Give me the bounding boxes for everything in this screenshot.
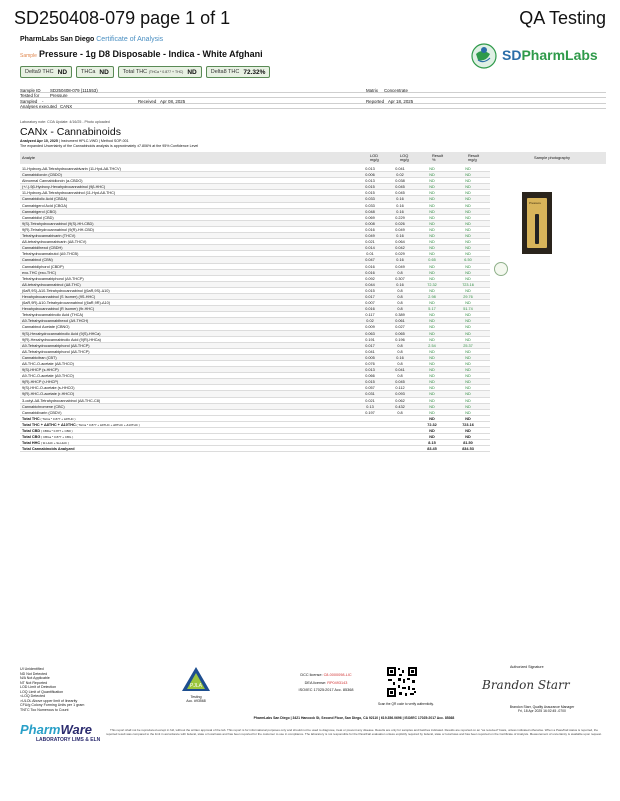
result-mg: ND — [465, 270, 471, 275]
globe-logo-icon — [466, 36, 506, 76]
result-mg: 25.37 — [463, 343, 473, 348]
col-result-mg: Result mg/g — [468, 153, 480, 163]
analyte-name: Cannabidihexol (CBDH) — [22, 246, 63, 251]
loq-value: 0.307 — [395, 276, 405, 281]
total-name: Total THC + Δ8THC + Δ10THC ( THCa * 0.877 + Δ9THC + Δ8THC + Δ10THC ) — [22, 422, 140, 427]
lod-value: 0.057 — [365, 386, 375, 391]
result-mg: ND — [465, 362, 471, 366]
result-mg: ND — [465, 179, 471, 184]
analyte-name: 9(S)-HHC-O-acetate (s-HHCO) — [22, 386, 75, 391]
analyte-name: Δ9-Tetrahydrocannabihexol (Δ9-THCH) — [22, 319, 89, 324]
badge-delta9-thc — [20, 66, 72, 78]
lod-value: 0.015 — [365, 288, 375, 293]
result-percent: ND — [429, 368, 435, 373]
badge-thca — [76, 66, 114, 78]
analyte-name: Tetrahydrocannabutol (Δ9-THCB) — [22, 252, 79, 257]
loq-value: 0.16 — [396, 209, 404, 214]
total-mg: 834.53 — [462, 447, 474, 452]
result-percent: ND — [429, 380, 435, 385]
analyte-name: Abnormal Cannabidiorcin (a-CBDO) — [22, 179, 83, 184]
lod-value: 0.117 — [365, 313, 375, 318]
result-mg: ND — [465, 368, 471, 373]
result-percent: ND — [429, 392, 435, 397]
result-mg: ND — [465, 337, 471, 342]
lod-value: 0.017 — [365, 343, 375, 348]
footer-address: PharmLabs San Diego | 3421 Hancock St, Second Floor, San Diego, CA 92110 | 619.356.0696 | ISO/IEC 17025:2017 Acc. 85368 — [253, 716, 455, 720]
result-mg: ND — [465, 185, 471, 190]
result-percent: ND — [429, 374, 435, 379]
result-mg: ND — [465, 301, 471, 306]
analyte-name: Cannabinol Acetate (CBNO) — [22, 325, 70, 330]
result-percent: ND — [429, 325, 435, 330]
lod-value: 0.015 — [365, 380, 375, 385]
lod-value: 0.006 — [365, 173, 375, 178]
lod-value: 0.13 — [366, 404, 374, 409]
analyte-name: 9(S)-Hexahydrocannabinolic Acid (9(S)-HHCa) — [22, 331, 101, 336]
footer-disclaimer: This report shall not be reproduced except in full, without the written approval of the lab. This report is for informational purposes only and should not be used to diagnose, treat or prevent any disease. Results are only for samples and batches indicated. Results are reported on an "as received" basis, unless indicated otherwise. When a Pass/Fail status is reported, the reported result was compared to the limit in accordance with federal, state or local laws and has been reported for the customer to use in compliance. The laboratory is not responsible for the Pass/Fail evaluation unless explicitly required by federal, state or local laws and has been reported on the Certificate of Analysis. Measurement of uncertainty is available upon request. — [106, 728, 602, 737]
lod-value: 0.021 — [365, 240, 375, 245]
analyte-name: 9(R)-HHCP (r-HHCP) — [22, 380, 59, 385]
result-mg: ND — [465, 392, 471, 397]
lod-value: 0.009 — [365, 325, 375, 330]
badge-value: ND — [99, 68, 109, 76]
loq-value: 0.038 — [395, 179, 405, 184]
analyte-name: Δ9-THC-O-acetate (Δ9-THCO) — [22, 374, 74, 379]
loq-value: 0.16 — [396, 282, 404, 287]
sample-name: Pressure - 1g D8 Disposable - Indica - White Afghani — [38, 49, 263, 59]
loq-value: 0.112 — [395, 386, 405, 391]
total-percent: ND — [429, 435, 435, 440]
lod-value: 0.033 — [365, 197, 375, 202]
total-mg: ND — [465, 435, 471, 440]
result-percent: ND — [429, 209, 435, 214]
result-percent: ND — [429, 167, 435, 171]
result-mg: 723.16 — [462, 282, 474, 287]
analyte-name: (6aR,9R)-Δ10-Tetrahydrocannabinol ((6aR,9R)-Δ10) — [22, 301, 111, 306]
result-percent: ND — [429, 173, 435, 178]
total-mg: 723.16 — [462, 422, 474, 427]
loq-value: 0.8 — [397, 270, 403, 275]
result-percent: ND — [429, 227, 435, 232]
loq-value: 0.029 — [395, 252, 405, 257]
result-mg: ND — [465, 355, 471, 360]
badge-key: Total THC (THCa * 0.877 + THC) — [122, 69, 184, 75]
total-percent: 72.32 — [427, 422, 437, 427]
total-name: Total THC ( THCa * 0.877 + Δ9THC ) — [22, 416, 76, 421]
analyte-name: 9(S)-HHCP (s-HHCP) — [22, 368, 59, 373]
lod-value: 0.048 — [365, 209, 375, 214]
result-percent: 5.17 — [428, 307, 436, 312]
total-percent: ND — [429, 416, 435, 421]
result-percent: 2.98 — [428, 294, 436, 299]
result-percent: ND — [429, 337, 435, 342]
loq-value: 0.026 — [395, 221, 405, 226]
analysis-info: Analyzed Apr 10, 2025 | Instrument HPLC-VWD | Method SOP-001 — [20, 139, 129, 143]
loq-value: 0.065 — [395, 331, 405, 336]
analyte-name: 9(R)-HHC-O-acetate (r-HHCO) — [22, 392, 75, 397]
result-percent: ND — [429, 349, 435, 354]
lod-value: 0.049 — [365, 234, 375, 239]
analyte-name: Cannabigerol (CBG) — [22, 209, 57, 214]
result-mg: ND — [465, 173, 471, 178]
lod-value: 0.197 — [365, 410, 375, 415]
report-header — [0, 0, 620, 40]
pjla-accreditation — [176, 665, 216, 705]
loq-value: 0.027 — [395, 325, 405, 330]
result-mg: ND — [465, 404, 471, 409]
lod-value: 0.076 — [365, 362, 375, 366]
analyte-name: Cannabinol (CBN) — [22, 258, 53, 263]
loq-value: 0.16 — [396, 203, 404, 208]
lod-value: 0.007 — [365, 301, 375, 306]
col-result-pct: Result % — [432, 153, 444, 163]
result-percent: ND — [429, 276, 435, 281]
lod-value: 0.017 — [365, 294, 375, 299]
result-mg: ND — [465, 227, 471, 232]
total-name: Total Cannabinoids Analyzed — [22, 447, 75, 452]
lod-value: 0.015 — [365, 185, 375, 190]
total-percent: 8.15 — [428, 441, 436, 446]
loq-value: 0.8 — [397, 410, 403, 415]
result-percent: ND — [429, 301, 435, 306]
analyte-name: Tetrahydrocannabinolic Acid (THCA) — [22, 313, 84, 318]
result-mg: 6.50 — [464, 258, 472, 263]
analyte-name: exo-THC (exo-THC) — [22, 270, 56, 275]
lod-value: 0.092 — [365, 276, 375, 281]
badge-total-thc — [118, 66, 202, 78]
total-percent: ND — [429, 429, 435, 434]
loq-value: 0.16 — [396, 258, 404, 263]
cannabinoid-table — [20, 166, 490, 452]
signer-info: Brandon Starr, Quality Assurance Manager Fri, 18 Apr 2025 16:02:45 -0700 — [509, 705, 575, 714]
result-mg: ND — [465, 276, 471, 281]
result-mg: 51.74 — [463, 307, 473, 312]
lod-value: 0.047 — [365, 258, 375, 263]
loq-value: 0.432 — [395, 404, 405, 409]
result-mg: ND — [465, 246, 471, 251]
result-percent: ND — [429, 252, 435, 257]
lod-value: 0.031 — [365, 392, 375, 397]
lod-value: 0.01 — [366, 252, 374, 257]
result-percent: ND — [429, 215, 435, 220]
signature-label: Authorized Signature — [510, 665, 544, 669]
result-percent: ND — [429, 203, 435, 208]
lod-value: 0.041 — [365, 349, 375, 354]
result-percent: ND — [429, 191, 435, 196]
result-mg: ND — [465, 386, 471, 391]
badge-key: Delta9 THC — [25, 69, 54, 75]
result-mg: ND — [465, 252, 471, 257]
total-name: Total HHC ( 9r-HHC + 9s-HHC ) — [22, 441, 69, 446]
section-title: CANx - Cannabinoids — [20, 126, 121, 138]
result-percent: ND — [429, 362, 435, 366]
result-mg: ND — [465, 349, 471, 354]
result-percent: ND — [429, 264, 435, 269]
result-mg: ND — [465, 209, 471, 214]
analyte-name: Δ8-tetrahydrocannabinol (Δ8-THC) — [22, 282, 81, 287]
analyte-name: Δ8-THC-O-acetate (Δ8-THCO) — [22, 362, 74, 366]
analyte-name: Tetrahydrocannabiphorol (Δ9-THCP) — [22, 276, 84, 281]
result-percent: 0.65 — [428, 258, 436, 263]
result-percent: ND — [429, 404, 435, 409]
loq-value: 0.093 — [395, 392, 405, 397]
pjla-text: Testing Acc. #93568 — [186, 695, 206, 703]
result-mg: ND — [465, 410, 471, 415]
result-mg: ND — [465, 398, 471, 403]
result-mg: ND — [465, 215, 471, 220]
analyte-name: Δ9-Tetrahydrocannabiphorol (Δ8-THCP) — [22, 343, 90, 348]
qa-label: QA Testing — [519, 8, 606, 28]
result-mg: ND — [465, 221, 471, 226]
analyte-name: Cannabidiol (CBD) — [22, 215, 54, 220]
loq-value: 0.045 — [395, 185, 405, 190]
pharmware-logo: PharmWare LABORATORY LIMS & ELN — [20, 722, 101, 743]
loq-value: 0.041 — [395, 368, 405, 373]
pjla-logo-icon — [176, 665, 216, 695]
badge-delta8-thc — [206, 66, 271, 78]
product-label: Pressure — [529, 201, 542, 205]
result-mg: ND — [465, 240, 471, 245]
lod-value: 0.016 — [365, 264, 375, 269]
lod-value: 0.066 — [365, 374, 375, 379]
lab-name: PharmLabs San Diego — [20, 36, 95, 43]
sample-label: Sample — [20, 53, 37, 59]
uncertainty-note: The expanded Uncertainty of the Cannabinoids analysis is approximately ±7.806% at the 95% Confidence Level — [20, 144, 199, 148]
result-percent: ND — [429, 355, 435, 360]
qr-code-icon[interactable] — [386, 666, 418, 698]
license-info: DCC license: C8-0000098-LIC DEA license: RP0493143 ISO/IEC 17025:2017 Acc. 85368 — [298, 673, 354, 692]
qr-caption: Scan the QR code to verify authenticity. — [378, 702, 434, 706]
result-mg: 29.76 — [463, 294, 473, 299]
loq-value: 0.8 — [397, 349, 403, 354]
result-mg: ND — [465, 319, 471, 324]
meta-row: Sampled - Received Apr 08, 2025 Reported Apr 18, 2025 — [20, 98, 606, 104]
analyte-name: Δ8-Tetrahydrocannabiphorol (Δ8-THCP) — [22, 349, 90, 354]
total-mg: ND — [465, 429, 471, 434]
analyte-name: 11-Hydroxy-Δ8-Tetrahydrocannabivarin (11-Hyd-Δ8-THCV) — [22, 167, 121, 171]
result-percent: ND — [429, 313, 435, 318]
total-name: Total CBD ( CBDa * 0.877 + CBD ) — [22, 429, 73, 434]
analyte-name: Hexahydrocannabinol (R Isomer) (9r-HHC) — [22, 307, 95, 312]
loq-value: 0.229 — [395, 215, 405, 220]
result-mg: ND — [465, 380, 471, 385]
lod-value: 0.02 — [366, 319, 374, 324]
lod-value: 0.069 — [365, 215, 375, 220]
analyte-name: Δ8-tetrahydrocannabivarin (Δ8-THCV) — [22, 240, 87, 245]
result-percent: ND — [429, 185, 435, 190]
abbreviation-legend: UI Unidentified ND Not Detected N/A Not Applicable NT Not Reported LOD Limit of Detection LOQ Limit of Quantification <LOQ Detected >ULOL Above upper limit of linearity CFU/g Colony Forming Units per 1 gram TNTC Too Numerous to Count — [20, 667, 85, 712]
result-mg: ND — [465, 374, 471, 379]
analyte-name: 9(S)-Tetrahydrocannabinol (9(S)-HH-CBD) — [22, 221, 94, 226]
result-percent: ND — [429, 221, 435, 226]
loq-value: 0.02 — [396, 173, 404, 178]
col-loq: LOQ mg/g — [400, 153, 409, 163]
handwritten-signature: Brandon Starr — [482, 678, 570, 692]
sample-photo — [522, 192, 552, 254]
loq-value: 0.8 — [397, 307, 403, 312]
analyte-name: Cannabidiphorol (CBDP) — [22, 264, 64, 269]
report-id: SD250408-079 page 1 of 1 — [14, 8, 231, 28]
lod-value: 0.015 — [365, 191, 375, 196]
analyte-name: Tetrahydrocannabivarin (THCV) — [22, 234, 76, 239]
col-lod: LOD mg/g — [370, 153, 379, 163]
badge-value: ND — [57, 68, 68, 76]
loq-value: 0.196 — [395, 337, 405, 342]
sample-title — [20, 49, 263, 59]
table-header — [20, 152, 606, 164]
lod-value: 0.063 — [365, 331, 375, 336]
loq-value: 0.8 — [397, 301, 403, 306]
col-photo: Sample photography — [534, 155, 570, 160]
lod-value: 0.016 — [365, 270, 375, 275]
analyte-name: (6aR,9S)-Δ10-Tetrahydrocannabinol ((6aR,9S)-Δ10) — [22, 288, 110, 293]
result-percent: ND — [429, 197, 435, 202]
analyte-name: Hexahydrocannabinol (S Isomer) (9S-HHC) — [22, 294, 96, 299]
result-percent: ND — [429, 319, 435, 324]
logo-wordmark: SDPharmLabs — [502, 47, 598, 63]
sample-metadata — [20, 87, 606, 109]
result-mg: ND — [465, 191, 471, 196]
vape-pen — [535, 214, 539, 244]
loq-value: 0.8 — [397, 288, 403, 293]
lab-note: Laboratory note: COA Update: 4/16/25 - Photo uploaded — [20, 120, 110, 124]
total-percent: 83.45 — [427, 447, 437, 452]
badge-value: ND — [187, 68, 197, 76]
meta-row: Tested for Pressure — [20, 93, 606, 99]
lod-value: 0.013 — [365, 167, 375, 171]
result-percent: ND — [429, 246, 435, 251]
lod-value: 0.044 — [365, 282, 375, 287]
result-mg: ND — [465, 203, 471, 208]
loq-value: 0.041 — [395, 167, 405, 171]
result-percent: 2.54 — [428, 343, 436, 348]
analyte-name: 3-octyl-Δ8-Tetrahydrocannabinol (Δ8-THC-C8) — [22, 398, 101, 403]
loq-value: 0.8 — [397, 343, 403, 348]
result-mg: ND — [465, 167, 471, 171]
lod-value: 0.191 — [365, 337, 375, 342]
photo-watermark-icon — [494, 262, 508, 276]
result-percent: ND — [429, 270, 435, 275]
loq-value: 0.045 — [395, 191, 405, 196]
analyte-name: Cannabigerol Acid (CBGA) — [22, 203, 68, 208]
result-mg: ND — [465, 313, 471, 318]
badge-value: 72.32% — [243, 68, 266, 76]
potency-badges — [20, 66, 270, 78]
result-percent: ND — [429, 240, 435, 245]
lod-value: 0.033 — [365, 203, 375, 208]
result-percent: ND — [429, 386, 435, 391]
result-percent: ND — [429, 234, 435, 239]
svg-text:PJLA: PJLA — [190, 683, 202, 689]
total-name: Total CBG ( CBGa * 0.877 + CBG ) — [22, 435, 74, 440]
loq-value: 0.064 — [395, 240, 405, 245]
loq-value: 0.16 — [396, 355, 404, 360]
col-analyte: Analyte — [22, 155, 35, 160]
loq-value: 0.8 — [397, 294, 403, 299]
loq-value: 0.062 — [395, 398, 405, 403]
badge-key: Delta8 THC — [210, 69, 240, 75]
total-row — [20, 446, 490, 452]
loq-value: 0.049 — [395, 227, 405, 232]
loq-value: 0.061 — [395, 319, 405, 324]
analyte-name: Cannabicitran (CBT) — [22, 355, 57, 360]
lod-value: 0.016 — [365, 227, 375, 232]
loq-value: 0.389 — [395, 313, 405, 318]
total-mg: ND — [465, 416, 471, 421]
lod-value: 0.014 — [365, 246, 375, 251]
loq-value: 0.16 — [396, 234, 404, 239]
sdpharmlabs-logo — [466, 36, 606, 76]
result-percent: ND — [429, 331, 435, 336]
result-percent: ND — [429, 398, 435, 403]
analyte-name: Cannabidivarin (CBDV) — [22, 410, 62, 415]
result-mg: ND — [465, 197, 471, 202]
lod-value: 0.021 — [365, 398, 375, 403]
analyte-name: Cannabidiorcin (CBDO) — [22, 173, 62, 178]
lod-value: 0.013 — [365, 368, 375, 373]
analyte-name: Cannabichromene (CBC) — [22, 404, 65, 409]
result-mg: ND — [465, 234, 471, 239]
lod-value: 0.013 — [365, 179, 375, 184]
badge-key: THCa — [81, 69, 96, 75]
analyte-name: 9(R)-Hexahydrocannabinolic Acid (9(R)-HHCa) — [22, 337, 101, 342]
analyte-name: Cannabidiolic Acid (CBDA) — [22, 197, 68, 202]
analyte-name: (+/-)-9β-Hydroxy-Hexahydrocannabinol (9β-HHC) — [22, 185, 106, 190]
loq-value: 0.045 — [395, 380, 405, 385]
result-percent: 72.32 — [427, 282, 437, 287]
lod-value: 0.008 — [365, 221, 375, 226]
result-percent: ND — [429, 288, 435, 293]
lab-title — [20, 36, 163, 43]
loq-value: 0.8 — [397, 374, 403, 379]
result-mg: ND — [465, 325, 471, 330]
result-mg: ND — [465, 331, 471, 336]
loq-value: 0.16 — [396, 197, 404, 202]
result-mg: ND — [465, 264, 471, 269]
total-mg: 81.50 — [463, 441, 473, 446]
loq-value: 0.8 — [397, 362, 403, 366]
loq-value: 0.049 — [395, 264, 405, 269]
result-mg: ND — [465, 288, 471, 293]
analyte-name: 9(R)-Tetrahydrocannabinol (9(R)-HH-CBD) — [22, 227, 94, 232]
result-percent: ND — [429, 410, 435, 415]
meta-row: Analyses executed CANX — [20, 104, 606, 110]
loq-value: 0.042 — [395, 246, 405, 251]
result-percent: ND — [429, 179, 435, 184]
lod-value: 0.016 — [365, 307, 375, 312]
analyte-name: 11-Hydroxy-Δ8-Tetrahydrocannabinol (11-Hyd-Δ8-THC) — [22, 191, 116, 196]
coa-label: Certificate of Analysis — [96, 36, 164, 43]
meta-row: Sample ID SD250408-079 (111553) Matrix Concentrate — [20, 87, 606, 93]
lod-value: 0.005 — [365, 355, 375, 360]
